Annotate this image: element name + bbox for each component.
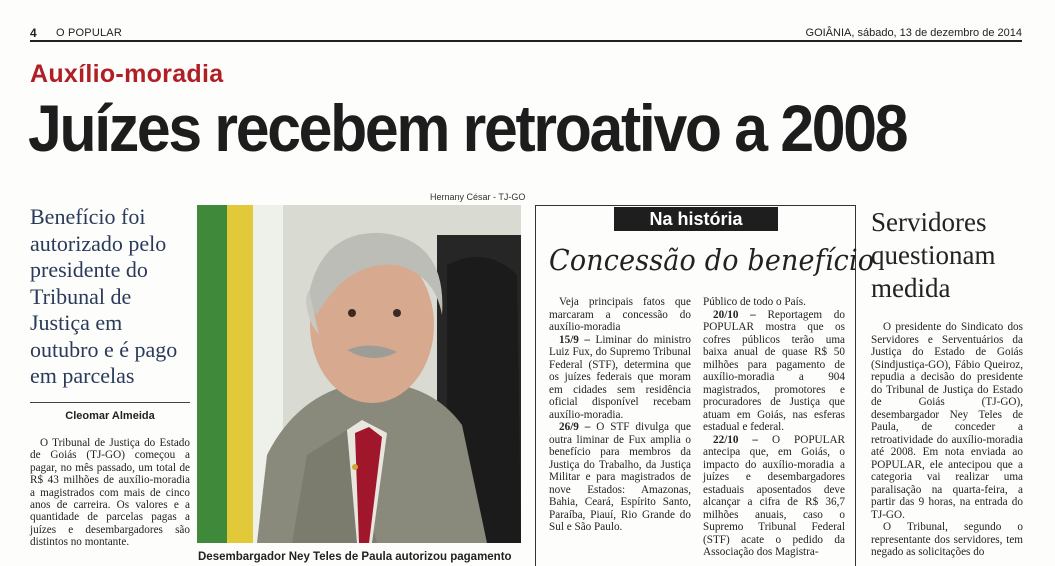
dateline [806,27,1022,39]
photo-credit: Hernany César - TJ-GO [430,192,526,202]
byline-divider [30,402,190,403]
timeline-entry [703,296,845,309]
timeline-entry [549,296,691,334]
dateline-date: , sábado, 13 de dezembro de 2014 [851,27,1022,39]
timeline-text: Veja principais fatos que marcaram a concessão do auxílio-moradia [549,296,691,333]
article-deck: Benefício foi autorizado pelo presidente do Tribunal de Justiça em outubro e é pago em parcelas [30,204,178,388]
timeline-date: 15/9 – [559,333,590,346]
page-header [30,26,1022,42]
byline: Cleomar Almeida [65,410,155,422]
timeline-text: Reportagem do POPULAR mostra que os cofres públicos terão uma baixa anual de quase R$ 50 milhões para pagamento de auxílio-moradia a 904 magistrados, promotores e procuradores de Justiça que atuam em Goiás, nas esferas estadual e federal. [703,308,845,433]
box-column-1 [549,296,691,534]
timeline-text: O POPULAR antecipa que, em Goiás, o impacto do auxílio-moradia a juízes e desembargadores estaduais aposentados deve alcançar a cifra de R$ 36,7 milhões anuais, caso o Supremo Tribunal Federal (STF) acate o pedido da Associação dos Magistra- [703,433,845,558]
timeline-entry [549,421,691,534]
timeline-text: Liminar do ministro Luiz Fux, do Supremo Tribunal Federal (STF), determina que os juízes federais que moram em cidades sem residência oficial disponível recebam auxílio-moradia. [549,333,691,421]
judge-portrait-illustration [197,205,521,543]
timeline-entry [703,309,845,434]
side-story-headline: Servidores questionam medida [871,207,996,303]
timeline-text: Público de todo o País. [703,296,806,308]
side-story-body [871,321,1023,559]
box-title: Concessão do benefício [549,243,875,277]
side-story-paragraph: O Tribunal, segundo o representante dos servidores, tem negado as solicitações do [871,521,1023,558]
timeline-entry [703,434,845,559]
timeline-date: 22/10 – [713,433,759,446]
article-body: O Tribunal de Justiça do Estado de Goiás (TJ-GO) começou a pagar, no mês passado, um total de R$ 43 milhões de auxílio-moradia a magistrados com mais de cinco anos de carreira. Os valores e a quantidade de parcelas pagas a juízes e desembargadores são distintos no montante. [30,437,190,549]
newspaper-name: O POPULAR [56,27,122,39]
photo-caption: Desembargador Ney Teles de Paula autorizou pagamento [198,551,512,563]
box-tag: Na história [614,207,778,231]
section-kicker: Auxílio-moradia [30,60,224,88]
main-headline: Juízes recebem retroativo a 2008 [28,91,907,165]
side-story-paragraph: O presidente do Sindicato dos Servidores e Serventuários da Justiça do Estado de Goiás (Sindjustiça-GO), Fábio Queiroz, repudia a decisão do presidente do Tribunal de Justiça do Estado de Goiás (TJ-GO), desembargador Ney Teles de Paula, de conceder a retroatividade do auxílio-moradia até 2008. Em nota enviada ao POPULAR, ele antecipou que a categoria vai realizar uma paralisação na quarta-feira, a partir das 9 horas, na entrada do TJ-GO. [871,321,1023,521]
timeline-date: 20/10 – [713,308,756,321]
timeline-date: 26/9 – [559,421,591,433]
dateline-city: GOIÂNIA [805,27,852,39]
timeline-text: O STF divulga que outra liminar de Fux amplia o benefício para membros da Justiça do Trabalho, da Justiça Militar e para magistrados de nove Estados: Amazonas, Bahia, Ceará, Espírito Santo, Paraíba, Piauí, Rio Grande do Sul e São Paulo. [549,421,691,533]
page-number: 4 [30,26,37,40]
box-column-2 [703,296,845,559]
timeline-entry [549,334,691,422]
article-photo [197,205,521,543]
